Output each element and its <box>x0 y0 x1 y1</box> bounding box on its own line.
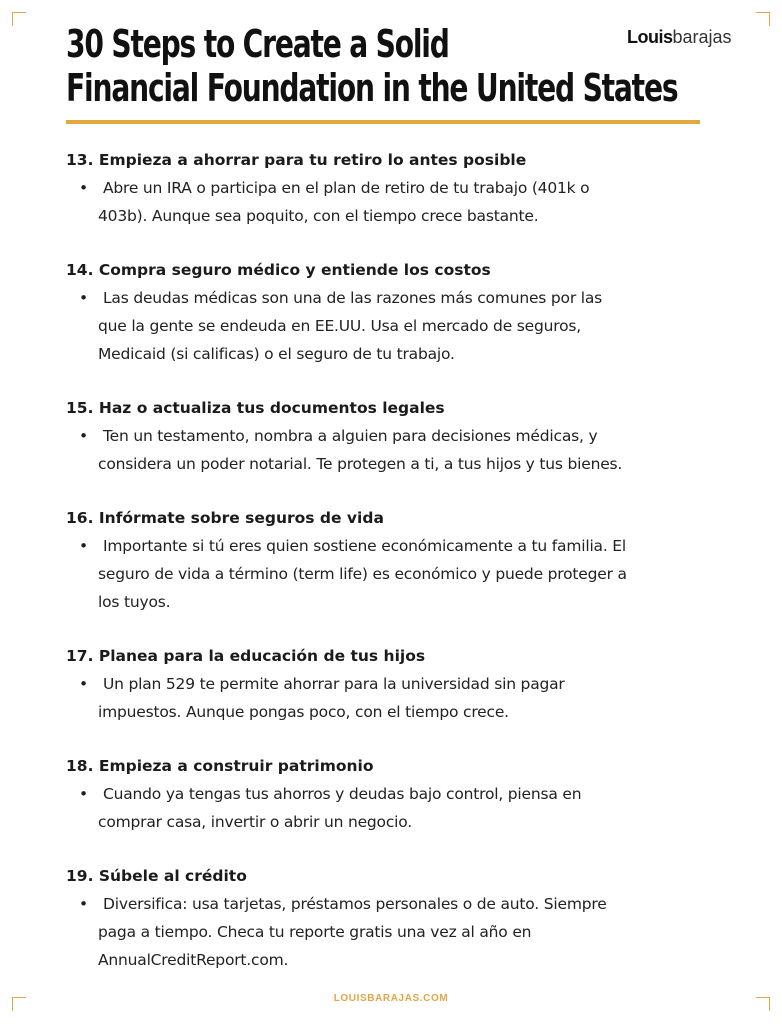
step-description-line: seguro de vida a término (term life) es económico y puede proteger a <box>98 565 627 583</box>
step-title: 19. Súbele al crédito <box>66 867 247 885</box>
title-underline <box>66 120 700 124</box>
step-description <box>98 284 716 368</box>
step-item <box>66 862 716 974</box>
brand-logo-bold: Louis <box>627 27 673 47</box>
step-bullet <box>66 284 716 368</box>
step-description-line: AnnualCreditReport.com. <box>98 951 289 969</box>
step-item <box>66 256 716 368</box>
step-description <box>98 532 716 616</box>
brand-logo <box>627 27 732 48</box>
step-description-line: paga a tiempo. Checa tu reporte gratis una vez al año en <box>98 923 532 941</box>
step-description-line: Un plan 529 te permite ahorrar para la universidad sin pagar <box>103 675 565 693</box>
bullet-icon: • <box>79 785 89 803</box>
step-title: 13. Empieza a ahorrar para tu retiro lo antes posible <box>66 151 527 169</box>
step-item <box>66 752 716 836</box>
step-description-line: Cuando ya tengas tus ahorros y deudas bajo control, piensa en <box>103 785 582 803</box>
step-description-line: que la gente se endeuda en EE.UU. Usa el mercado de seguros, <box>98 317 581 335</box>
step-title: 17. Planea para la educación de tus hijos <box>66 647 426 665</box>
step-description <box>98 890 716 974</box>
steps-list <box>66 146 716 974</box>
step-description-line: Importante si tú eres quien sostiene económicamente a tu familia. El <box>103 537 626 555</box>
step-description <box>98 174 716 230</box>
step-bullet <box>66 422 716 478</box>
step-bullet <box>66 890 716 974</box>
corner-mark-top-left <box>12 12 26 26</box>
step-description <box>98 670 716 726</box>
step-description <box>98 422 716 478</box>
step-item <box>66 504 716 616</box>
bullet-icon: • <box>79 537 89 555</box>
step-bullet <box>66 532 716 616</box>
step-description-line: Diversifica: usa tarjetas, préstamos personales o de auto. Siempre <box>103 895 607 913</box>
step-description-line: Ten un testamento, nombra a alguien para decisiones médicas, y <box>103 427 598 445</box>
step-description <box>98 780 716 836</box>
step-bullet <box>66 174 716 230</box>
step-title: 16. Infórmate sobre seguros de vida <box>66 509 384 527</box>
bullet-icon: • <box>79 675 89 693</box>
step-description-line: Abre un IRA o participa en el plan de retiro de tu trabajo (401k o <box>103 179 590 197</box>
step-bullet <box>66 670 716 726</box>
step-item <box>66 394 716 478</box>
bullet-icon: • <box>79 427 89 445</box>
bullet-icon: • <box>79 895 89 913</box>
corner-mark-top-right <box>756 12 770 26</box>
bullet-icon: • <box>79 289 89 307</box>
page-title-line-2: Financial Foundation in the United States <box>66 66 678 110</box>
step-description-line: 403b). Aunque sea poquito, con el tiempo crece bastante. <box>98 207 539 225</box>
step-title: 18. Empieza a construir patrimonio <box>66 757 374 775</box>
bullet-icon: • <box>79 179 89 197</box>
step-item <box>66 146 716 230</box>
step-description-line: impuestos. Aunque pongas poco, con el tiempo crece. <box>98 703 509 721</box>
step-item <box>66 642 716 726</box>
step-title: 14. Compra seguro médico y entiende los costos <box>66 261 491 279</box>
step-title: 15. Haz o actualiza tus documentos legales <box>66 399 445 417</box>
step-bullet <box>66 780 716 836</box>
step-description-line: comprar casa, invertir o abrir un negocio. <box>98 813 413 831</box>
step-description-line: Medicaid (si calificas) o el seguro de tu trabajo. <box>98 345 455 363</box>
page-title-line-1: 30 Steps to Create a Solid <box>66 22 449 66</box>
step-description-line: los tuyos. <box>98 593 171 611</box>
footer-url: LOUISBARAJAS.COM <box>333 993 449 1004</box>
step-description-line: Las deudas médicas son una de las razones más comunes por las <box>103 289 603 307</box>
brand-logo-light: barajas <box>672 27 732 47</box>
step-description-line: considera un poder notarial. Te protegen a ti, a tus hijos y tus bienes. <box>98 455 623 473</box>
